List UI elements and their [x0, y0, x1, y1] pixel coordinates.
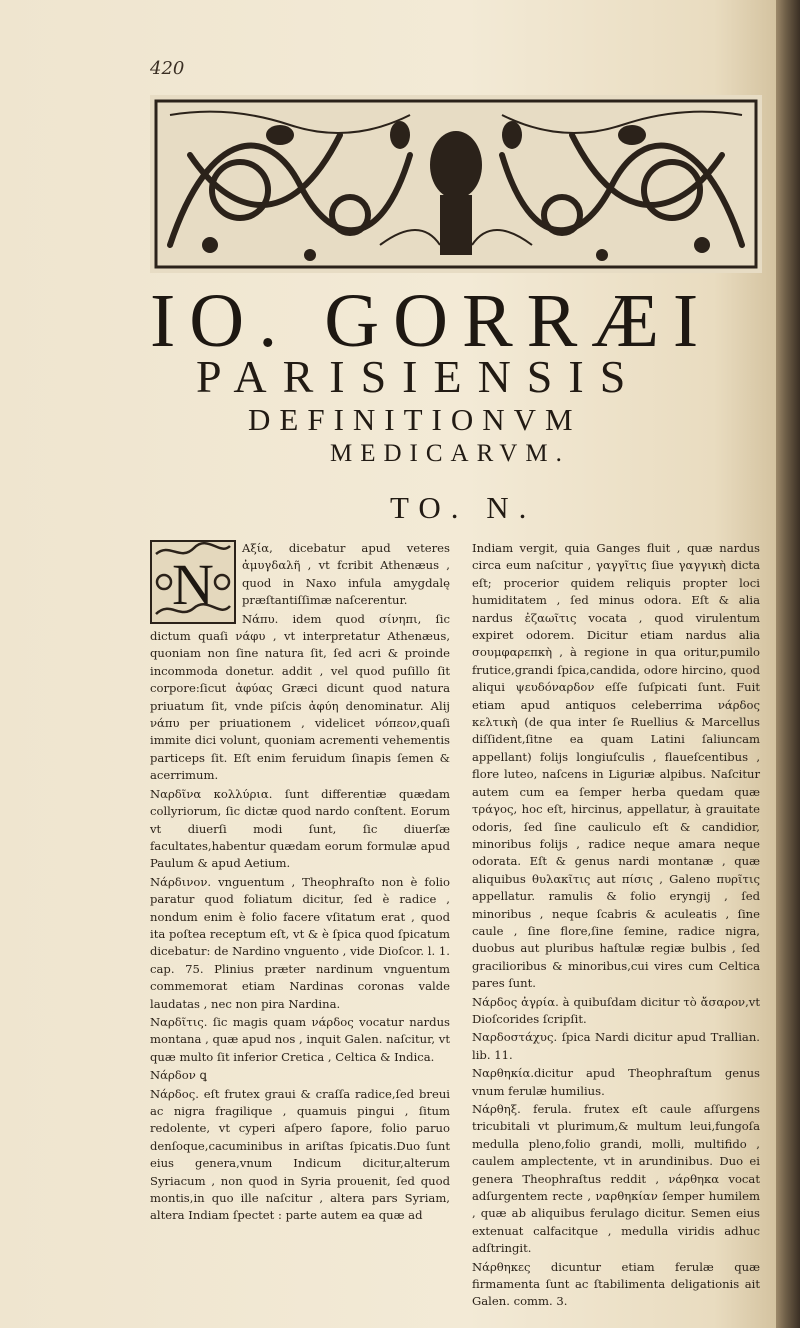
page-number: 420 [150, 58, 185, 79]
entry-nardostachys: Ναρδοστάχυς. ſpica Nardi dicitur apud Trallian. lib. 11. [472, 1030, 760, 1062]
entry-narditis: Ναρδῖτις. ſic magis quam νάρδος vocatur nardus montana , quæ apud nos , inquit Galen. naſcitur, vt quæ multo ſit inferior Cretica , Celtica & Indica. [150, 1014, 450, 1064]
entry-narthekes: Νάρθηκες dicuntur etiam ferulæ quæ firmamenta ſunt ac ſtabilimenta deligationis ait Galen. comm. 3. [472, 1259, 760, 1309]
left-column [150, 540, 450, 1226]
title-origin: PARISIENSIS [196, 351, 642, 402]
ornamental-headpiece [150, 95, 762, 273]
entry-nardos-agria: Νάρδος ἀγρία. à quibuſdam dicitur τὸ ἄσαρον,vt Dioſcorides ſcripſit. [472, 994, 760, 1026]
title-work-sub: MEDICARVM. [330, 440, 570, 467]
entry-narthekia: Ναρθηκία.dicitur apud Theophraſtum genus vnum ferulæ humilius. [472, 1066, 760, 1098]
entry-nardos: Νάρδος. eſt frutex graui & craſſa radice,ſed breui ac nigra fragilique , quamuis pingui , ſitum redolente, vt cyperi aſpero ſapore, folio paruo denſoque,cacuminibus in ariſtas ſpicatis.Duo ſunt eius genera,vnum Indicum dicitur,alterum Syriacum , non quod in Syria prouenit, ſed quod montis,in quo ille naſcitur , altera pars Syriam, altera Indiam ſpectet : parte autem ea quæ ad [150, 1086, 450, 1223]
entry-narthex: Νάρθηξ. ferula. frutex eſt caule aſſurgens tricubitali vt plurimum,& multum leui,fungoſa medulla pleno,folio grandi, molli, multifido , caulem amplectente, vt in arundinibus. Duo ei genera Theophraſtus reddit , νάρθηκα vocat adſurgentem recte , ναρθηκίαν ſemper humilem , quæ ab aliquibus ferulago dicitur. Semen eius extenuat calfacitque , medulla viridis adhuc adſtringit. [472, 1102, 760, 1256]
title-work: DEFINITIONVM [248, 402, 582, 437]
entry-napy: Νάπυ. idem quod σίνηπι, ſic dictum quaſi νάφυ , vt interpretatur Athenæus, quoniam non ſine natura ſit, ſed acri & proinde incommoda donetur. addit , vel quod puſillo ſit corpore:ſicut ἀφύας Græci dicunt quod natura priuatum ſit, vnde piſcis ἀφύη denominatur. Alij νάπυ per priuationem , videlicet νόπεον,quaſi immite dici volunt, quoniam acrementi vehementis particeps ſit. Eſt enim feruidum ſinapis ſemen & acerrimum. [150, 611, 450, 783]
right-column [472, 540, 760, 1312]
drop-cap-letter: N [172, 552, 214, 617]
decorated-initial-icon [150, 540, 236, 624]
book-edge [776, 0, 800, 1328]
entry-axia: Αξία, dicebatur apud veteres ἀμυγδαλῆ , vt fcribit Athenæus , quod in Naxo infula amygdalę præſtantiſſimæ naſcerentur. [242, 541, 450, 608]
title-author: IO. GORRÆI [150, 279, 713, 363]
entry-nardon: Νάρδον ꝗ [150, 1068, 207, 1083]
entry-nardina-collyria: Ναρδῖνα κολλύρια. ſunt differentiæ quædam collyriorum, ſic dictæ quod nardo conſtent. Eorum vt diuerſi modi ſunt, ſic diuerſæ facultates,habentur quædam eorum formulæ apud Paulum & apud Aetium. [150, 786, 450, 871]
entry-nardos-cont: Indiam vergit, quia Ganges fluit , quæ nardus circa eum naſcitur , γαγγῖτις ſiue γαγγικὴ dicta eſt; procerior quidem reliquis propter loci humiditatem , ſed minus odora. Eſt & alia nardus ἐζαωῖτις vocata , quod virulentum expiret odorem. Dicitur etiam nardus alia σουμφαρεπκὴ , à regione in qua oritur,pumilo frutice,grandi ſpica,candida, odore hircino, quod aliqui ψευδόναρδον eſſe ſuſpicati ſunt. Fuit etiam apud antiquos celeberrima νάρδος κελτικὴ (de qua inter ſe Ruellius & Marcellus diſſident,ſitne ea quam Latini ſaliuncam appellant) folijs longiuſculis , flaueſcentibus , flore luteo, naſcens in Liguriæ alpibus. Naſcitur autem cum ea ſemper herba quedam quæ τράγος, hoc eſt, hircinus, appellatur, à grauitate odoris, ſed ſine cauliculo eſt & candidior, minoribus folijs , radice neque amara neque odorata. Eſt & genus nardi montanæ , quæ aliquibus θυλακῖτις aut πίσις , Galeno πυρῖτις appellatur. ramulis & folio eryngij , ſed minoribus , neque ſcabris & aculeatis , ſine caule , ſine flore,ſine ſemine, radice nigra, duobus aut pluribus haſtulæ regiæ bulbis , ſed gracilioribus & minoribus,cui vires cum Celtica pares ſunt. [472, 541, 760, 991]
entry-nardinon: Νάρδινον. vnguentum , Theophraſto non è folio paratur quod foliatum dicitur, ſed è radice , nondum enim è folio facere vſitatum erat , quod ita poſtea receptum eſt, vt & è ſpica quod ſpicatum dicebatur: de Nardino vnguento , vide Dioſcor. l. 1. cap. 75. Plinius præter nardinum vnguentum commemorat etiam Nardinas coronas valde laudatas , nec non pira Nardina. [150, 874, 450, 1011]
section-heading: TO. N. [390, 490, 537, 525]
